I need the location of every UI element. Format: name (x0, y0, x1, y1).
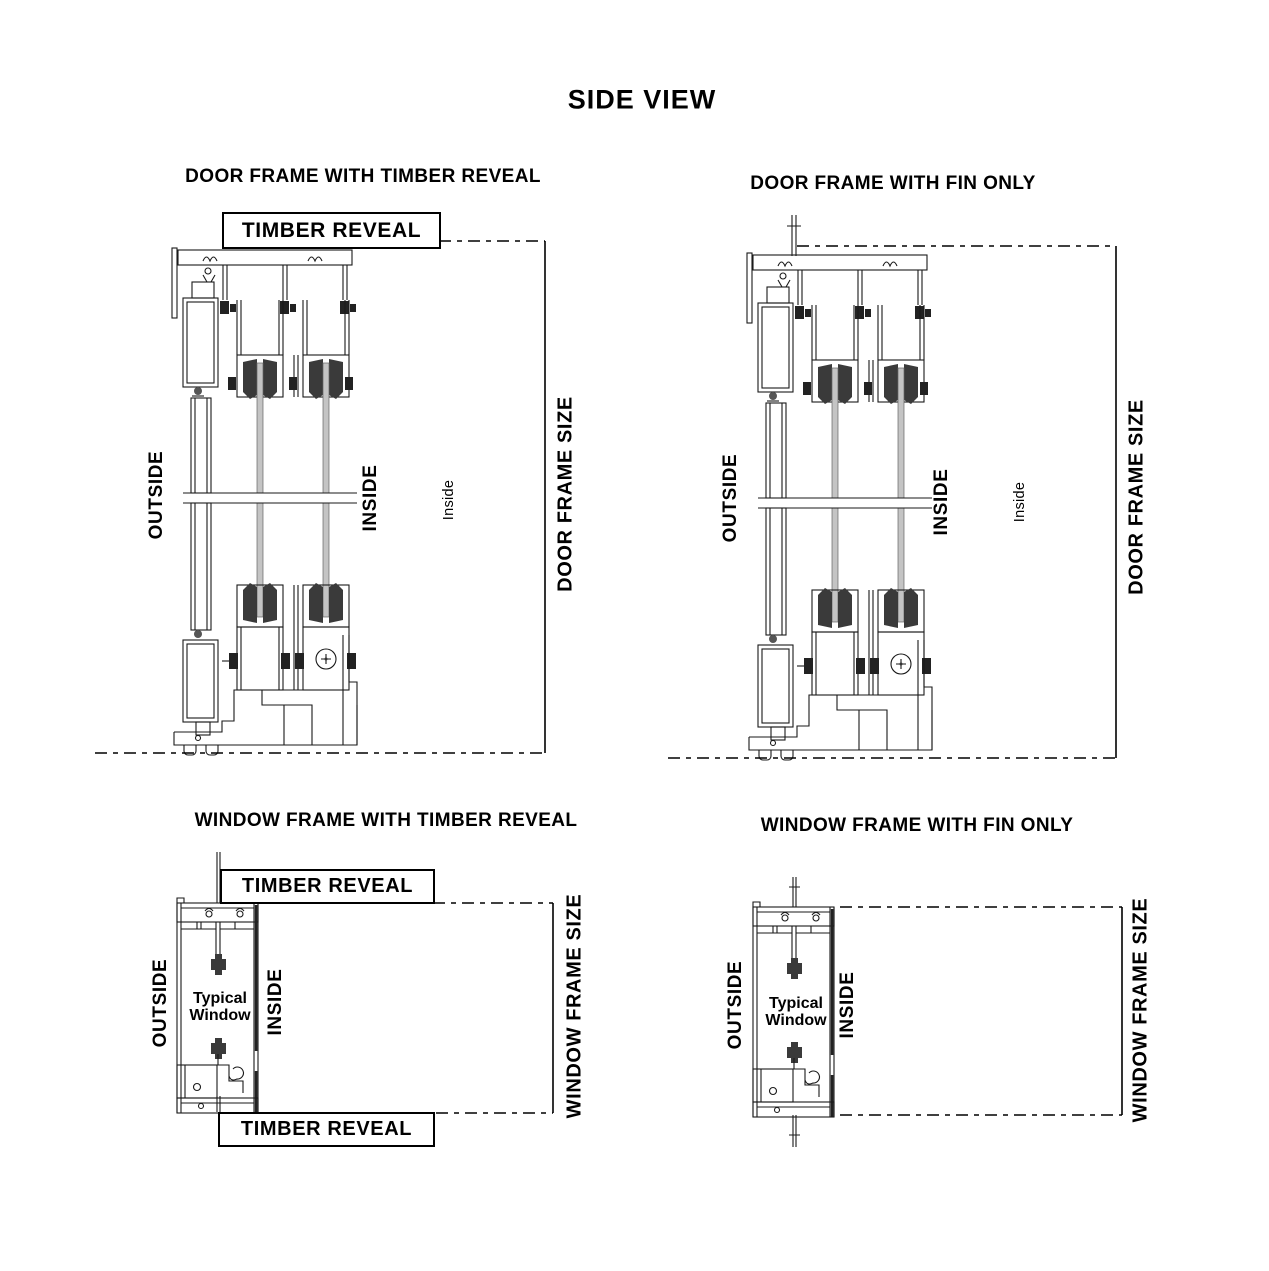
timber-reveal-box-window-top (220, 869, 435, 904)
inside-label-window-fin: INSIDE (837, 971, 858, 1039)
heading-door-fin: DOOR FRAME WITH FIN ONLY (750, 173, 1036, 194)
dimension-label-door-timber: DOOR FRAME SIZE (554, 396, 577, 592)
timber-reveal-label: TIMBER REVEAL (240, 1118, 413, 1140)
inside-label-window-timber: INSIDE (265, 968, 286, 1036)
outside-label-window-timber: OUTSIDE (150, 958, 171, 1048)
door-frame-timber-section (172, 248, 359, 755)
timber-reveal-box-window-bottom (218, 1112, 435, 1147)
door-frame-fin-section (747, 215, 934, 760)
inside-label-door-fin: INSIDE (931, 468, 952, 536)
dimension-label-window-timber: WINDOW FRAME SIZE (563, 893, 586, 1119)
window-timber-dimensions (433, 903, 553, 1113)
inside-small-label-door-fin: Inside (1012, 481, 1028, 523)
heading-window-fin: WINDOW FRAME WITH FIN ONLY (760, 815, 1074, 836)
page-title: SIDE VIEW (567, 84, 717, 115)
typical-window-label-timber: Typical Window (189, 990, 251, 1024)
door-fin (787, 215, 801, 256)
dimension-label-window-fin: WINDOW FRAME SIZE (1129, 897, 1152, 1123)
heading-window-timber: WINDOW FRAME WITH TIMBER REVEAL (194, 810, 578, 831)
typical-window-label-fin: Typical Window (765, 995, 827, 1029)
timber-reveal-label: TIMBER REVEAL (241, 218, 422, 242)
timber-reveal-label: TIMBER REVEAL (241, 875, 414, 897)
timber-reveal-box-door (222, 212, 441, 249)
heading-door-timber: DOOR FRAME WITH TIMBER REVEAL (185, 166, 541, 187)
inside-small-label-door-timber: Inside (441, 479, 457, 521)
outside-label-door-timber: OUTSIDE (146, 450, 167, 540)
dimension-label-door-fin: DOOR FRAME SIZE (1125, 399, 1148, 595)
outside-label-door-fin: OUTSIDE (720, 453, 741, 543)
outside-label-window-fin: OUTSIDE (725, 960, 746, 1050)
window-fin-dimensions (840, 907, 1122, 1115)
inside-label-door-timber: INSIDE (360, 464, 381, 532)
